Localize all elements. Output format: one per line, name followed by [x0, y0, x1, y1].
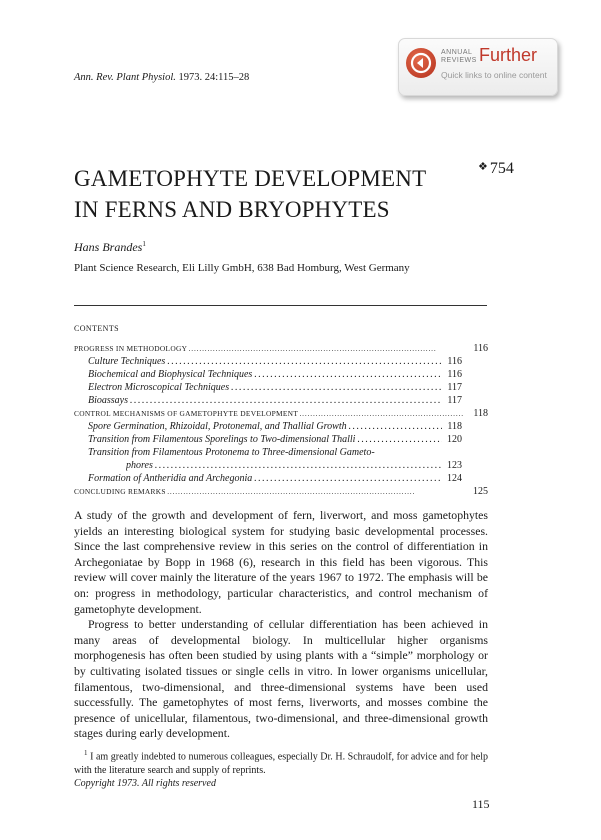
copyright-notice: Copyright 1973. All rights reserved: [74, 778, 216, 789]
toc-entry-title: Formation of Antheridia and Archegonia . . .: [88, 472, 442, 485]
footnote-marker: 1: [84, 749, 88, 757]
toc-entry[interactable]: [74, 472, 488, 485]
article-title: [74, 163, 426, 225]
journal-name: Ann. Rev. Plant Physiol.: [74, 72, 176, 83]
article-code: [478, 160, 514, 178]
toc-entry-title: Transition from Filamentous Sporelings to Two-dimensional Thalli . . .: [88, 433, 442, 446]
journal-reference: [74, 72, 249, 83]
section-divider: [74, 305, 487, 306]
toc-entry-page: 120: [443, 433, 462, 446]
diamond-icon: ❖: [478, 161, 488, 173]
title-line-1: GAMETOPHYTE DEVELOPMENT: [74, 166, 427, 191]
footnote-text: I am greatly indebted to numerous colleagues, especially Dr. H. Schraudolf, for advice and for help with the literature search and supply of reprints.: [74, 751, 488, 777]
page-number: 115: [472, 797, 490, 811]
body-paragraph: Progress to better understanding of cellular differentiation has been achieved in many areas of developmental biology. In multicellular higher organisms morphogenesis has often been studied by using plants with a “simple” morphology or by cultivating isolated tissues or single cells in vitro. In lower organisms unicellular, filamentous, two-dimensional, and three-dimensional systems have been used successfully. The gametophytes of most ferns, liverworts, and mosses combine the presence of unicellular, filamentous, two-dimensional, and three-dimensional growth stages during early development.: [74, 617, 488, 741]
toc-entry-title: Transition from Filamentous Protonema to Three-dimensional Gameto-: [88, 447, 375, 458]
toc-entry-title: Culture Techniques . . .: [88, 355, 442, 368]
banner-tagline: Quick links to online content: [441, 70, 547, 80]
toc-entry-page: 125: [469, 485, 488, 498]
toc-entry[interactable]: [74, 355, 488, 368]
toc-entry-page: 124: [443, 472, 462, 485]
article-body: [74, 508, 488, 742]
footnote: [74, 746, 488, 778]
author-text: Hans Brandes: [74, 240, 143, 254]
toc-entry[interactable]: [74, 407, 488, 420]
author-affiliation: Plant Science Research, Eli Lilly GmbH, 638 Bad Homburg, West Germany: [74, 262, 410, 274]
toc-entry[interactable]: [74, 485, 488, 498]
annual-reviews-logo-icon: [406, 48, 436, 78]
toc-entry-page: 116: [443, 368, 462, 381]
author-name: [74, 240, 146, 255]
toc-entry-title: Bioassays . . .: [88, 394, 442, 407]
toc-entry-title: phores . . .: [126, 459, 442, 472]
body-paragraph: A study of the growth and development of fern, liverwort, and moss gametophytes yields an interesting biological system for studying basic developmental processes. Since the last comprehensive review in this series on the control of differentiation in Archegoniatae by Bopp in 1968 (6), research in this field has been vigorous. This review will cover mainly the literature of the years 1967 to 1972. The emphasis will be on: progress in methodology, particular characteristics, and control mechanism of gametophyte development.: [74, 508, 488, 616]
toc-entry-page: 117: [443, 381, 462, 394]
banner-annual-text: ANNUAL: [441, 49, 473, 56]
contents-heading: CONTENTS: [74, 324, 119, 333]
toc-entry-page: 118: [443, 420, 462, 433]
toc-entry-title: Spore Germination, Rhizoidal, Protonemal, and Thallial Growth . . .: [88, 420, 442, 433]
toc-entry-title: CONCLUDING REMARKS . . .: [74, 485, 464, 498]
banner-reviews-text: REVIEWS: [441, 57, 477, 64]
toc-entry-title: PROGRESS IN METHODOLOGY . . .: [74, 342, 464, 355]
toc-entry-title: CONTROL MECHANISMS OF GAMETOPHYTE DEVELOPMENT . . .: [74, 407, 464, 420]
toc-entry[interactable]: [74, 342, 488, 355]
banner-further-label: Further: [479, 45, 538, 65]
article-code-number: 754: [489, 160, 514, 177]
toc-entry[interactable]: [74, 394, 488, 407]
toc-entry-page: 116: [469, 342, 488, 355]
toc-entry-page: 117: [443, 394, 462, 407]
toc-entry-page: 116: [443, 355, 462, 368]
toc-entry-continuation[interactable]: [74, 459, 488, 472]
toc-entry[interactable]: [74, 420, 488, 433]
annual-reviews-wordmark: [441, 49, 477, 65]
toc-entry-page: 123: [443, 459, 462, 472]
journal-volume: 1973. 24:115–28: [178, 72, 250, 83]
title-line-2: IN FERNS AND BRYOPHYTES: [74, 197, 390, 222]
toc-entry[interactable]: [74, 433, 488, 446]
table-of-contents: [74, 342, 488, 498]
toc-entry-title: Biochemical and Biophysical Techniques . . .: [88, 368, 442, 381]
annual-reviews-further-banner[interactable]: [398, 38, 558, 96]
toc-entry[interactable]: [74, 381, 488, 394]
toc-entry[interactable]: [74, 368, 488, 381]
author-footnote-marker: 1: [142, 240, 146, 248]
toc-entry-page: 118: [469, 407, 488, 420]
toc-entry-title: Electron Microscopical Techniques . . .: [88, 381, 442, 394]
toc-entry[interactable]: [74, 446, 488, 459]
